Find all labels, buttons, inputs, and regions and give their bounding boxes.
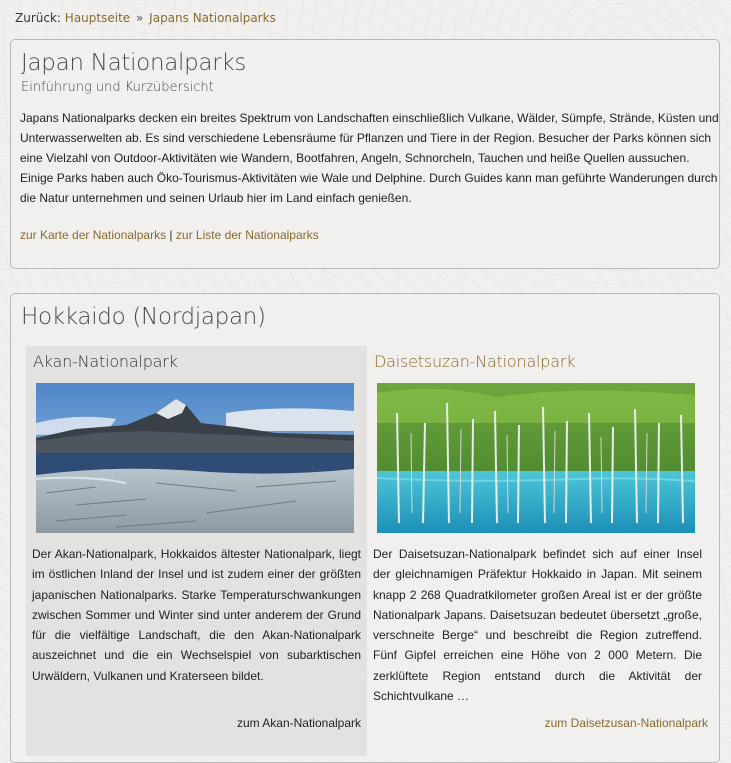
- park-title-daisetsuzan[interactable]: Daisetsuzan-Nationalpark: [374, 352, 576, 371]
- lake-mountain-winter-photo[interactable]: [36, 383, 354, 533]
- akan-link[interactable]: zum Akan-Nationalpark: [236, 716, 361, 730]
- list-link[interactable]: zur Liste der Nationalparks: [175, 228, 319, 242]
- breadcrumb: [15, 11, 276, 25]
- breadcrumb-home-link[interactable]: Hauptseite: [64, 11, 131, 25]
- park-title-akan: Akan-Nationalpark: [33, 352, 178, 371]
- blue-pond-forest-photo[interactable]: [377, 383, 695, 533]
- page-title: Japan Nationalparks: [21, 50, 247, 76]
- region-title: Hokkaido (Nordjapan): [21, 304, 266, 330]
- park-card-daisetsuzan: [367, 346, 708, 756]
- link-separator: |: [169, 228, 173, 242]
- intro-links: [20, 228, 319, 242]
- breadcrumb-current-link[interactable]: Japans Nationalparks: [149, 11, 276, 25]
- page-subtitle: Einführung und Kurzübersicht: [21, 80, 214, 95]
- map-link[interactable]: zur Karte der Nationalparks: [20, 228, 167, 242]
- park-text-akan: Der Akan-Nationalpark, Hokkaidos ältester Nationalpark, liegt im östlichen Inland der Insel und ist zudem einer der größten japanischen Nationalparks. Starke Temperaturschwankungen zwischen Sommer und Winter sind unter anderem der Grund für die vielfältige Landschaft, die den Akan-Nationalpark auszeichnet und die ein Wechselspiel von subarktischen Urwäldern, Vulkanen und Kraterseen bildet.: [32, 547, 361, 683]
- breadcrumb-separator: »: [136, 11, 144, 25]
- park-text-daisetsuzan: Der Daisetsuzan-Nationalpark befindet sich auf einer Insel der gleichnamigen Präfektur Hokkaido in Japan. Mit seinem knapp 2 268 Quadratkilometer großen Areal ist er der größte Nationalpark Japans. Daisetsuzan bedeutet übersetzt „große, verschneite Berge“ und beschreibt die Region zutreffend. Fünf Gipfel erreichen eine Höhe von 2 000 Metern. Die zerklüftete Region entstand durch die Aktivität der Schichtvulkane …: [373, 547, 702, 704]
- region-panel: [10, 293, 720, 763]
- daisetsuzan-link[interactable]: zum Daisetzusan-Nationalpark: [544, 716, 708, 730]
- intro-paragraph: Japans Nationalparks decken ein breites Spektrum von Landschaften einschließlich Vulkane, Wälder, Sümpfe, Strände, Küsten und Unterwasserwelten ab. Es sind verschiedene Lebensräume für Pflanzen und Tiere in der Region. Besucher der Parks können sich eine Vielzahl von Outdoor-Aktivitäten wie Wandern, Bootfahren, Angeln, Schnorcheln, Tauchen und heiße Quellen aussuchen. Einige Parks haben auch Öko-Tourismus-Aktivitäten wie Wale und Delphine. Durch Guides kann man geführte Wanderungen durch die Natur unternehmen und seinen Urlaub hier im Land einfach genießen.: [20, 111, 719, 205]
- park-card-akan: [26, 346, 367, 756]
- intro-panel: [10, 39, 720, 269]
- breadcrumb-prefix: Zurück:: [15, 11, 61, 25]
